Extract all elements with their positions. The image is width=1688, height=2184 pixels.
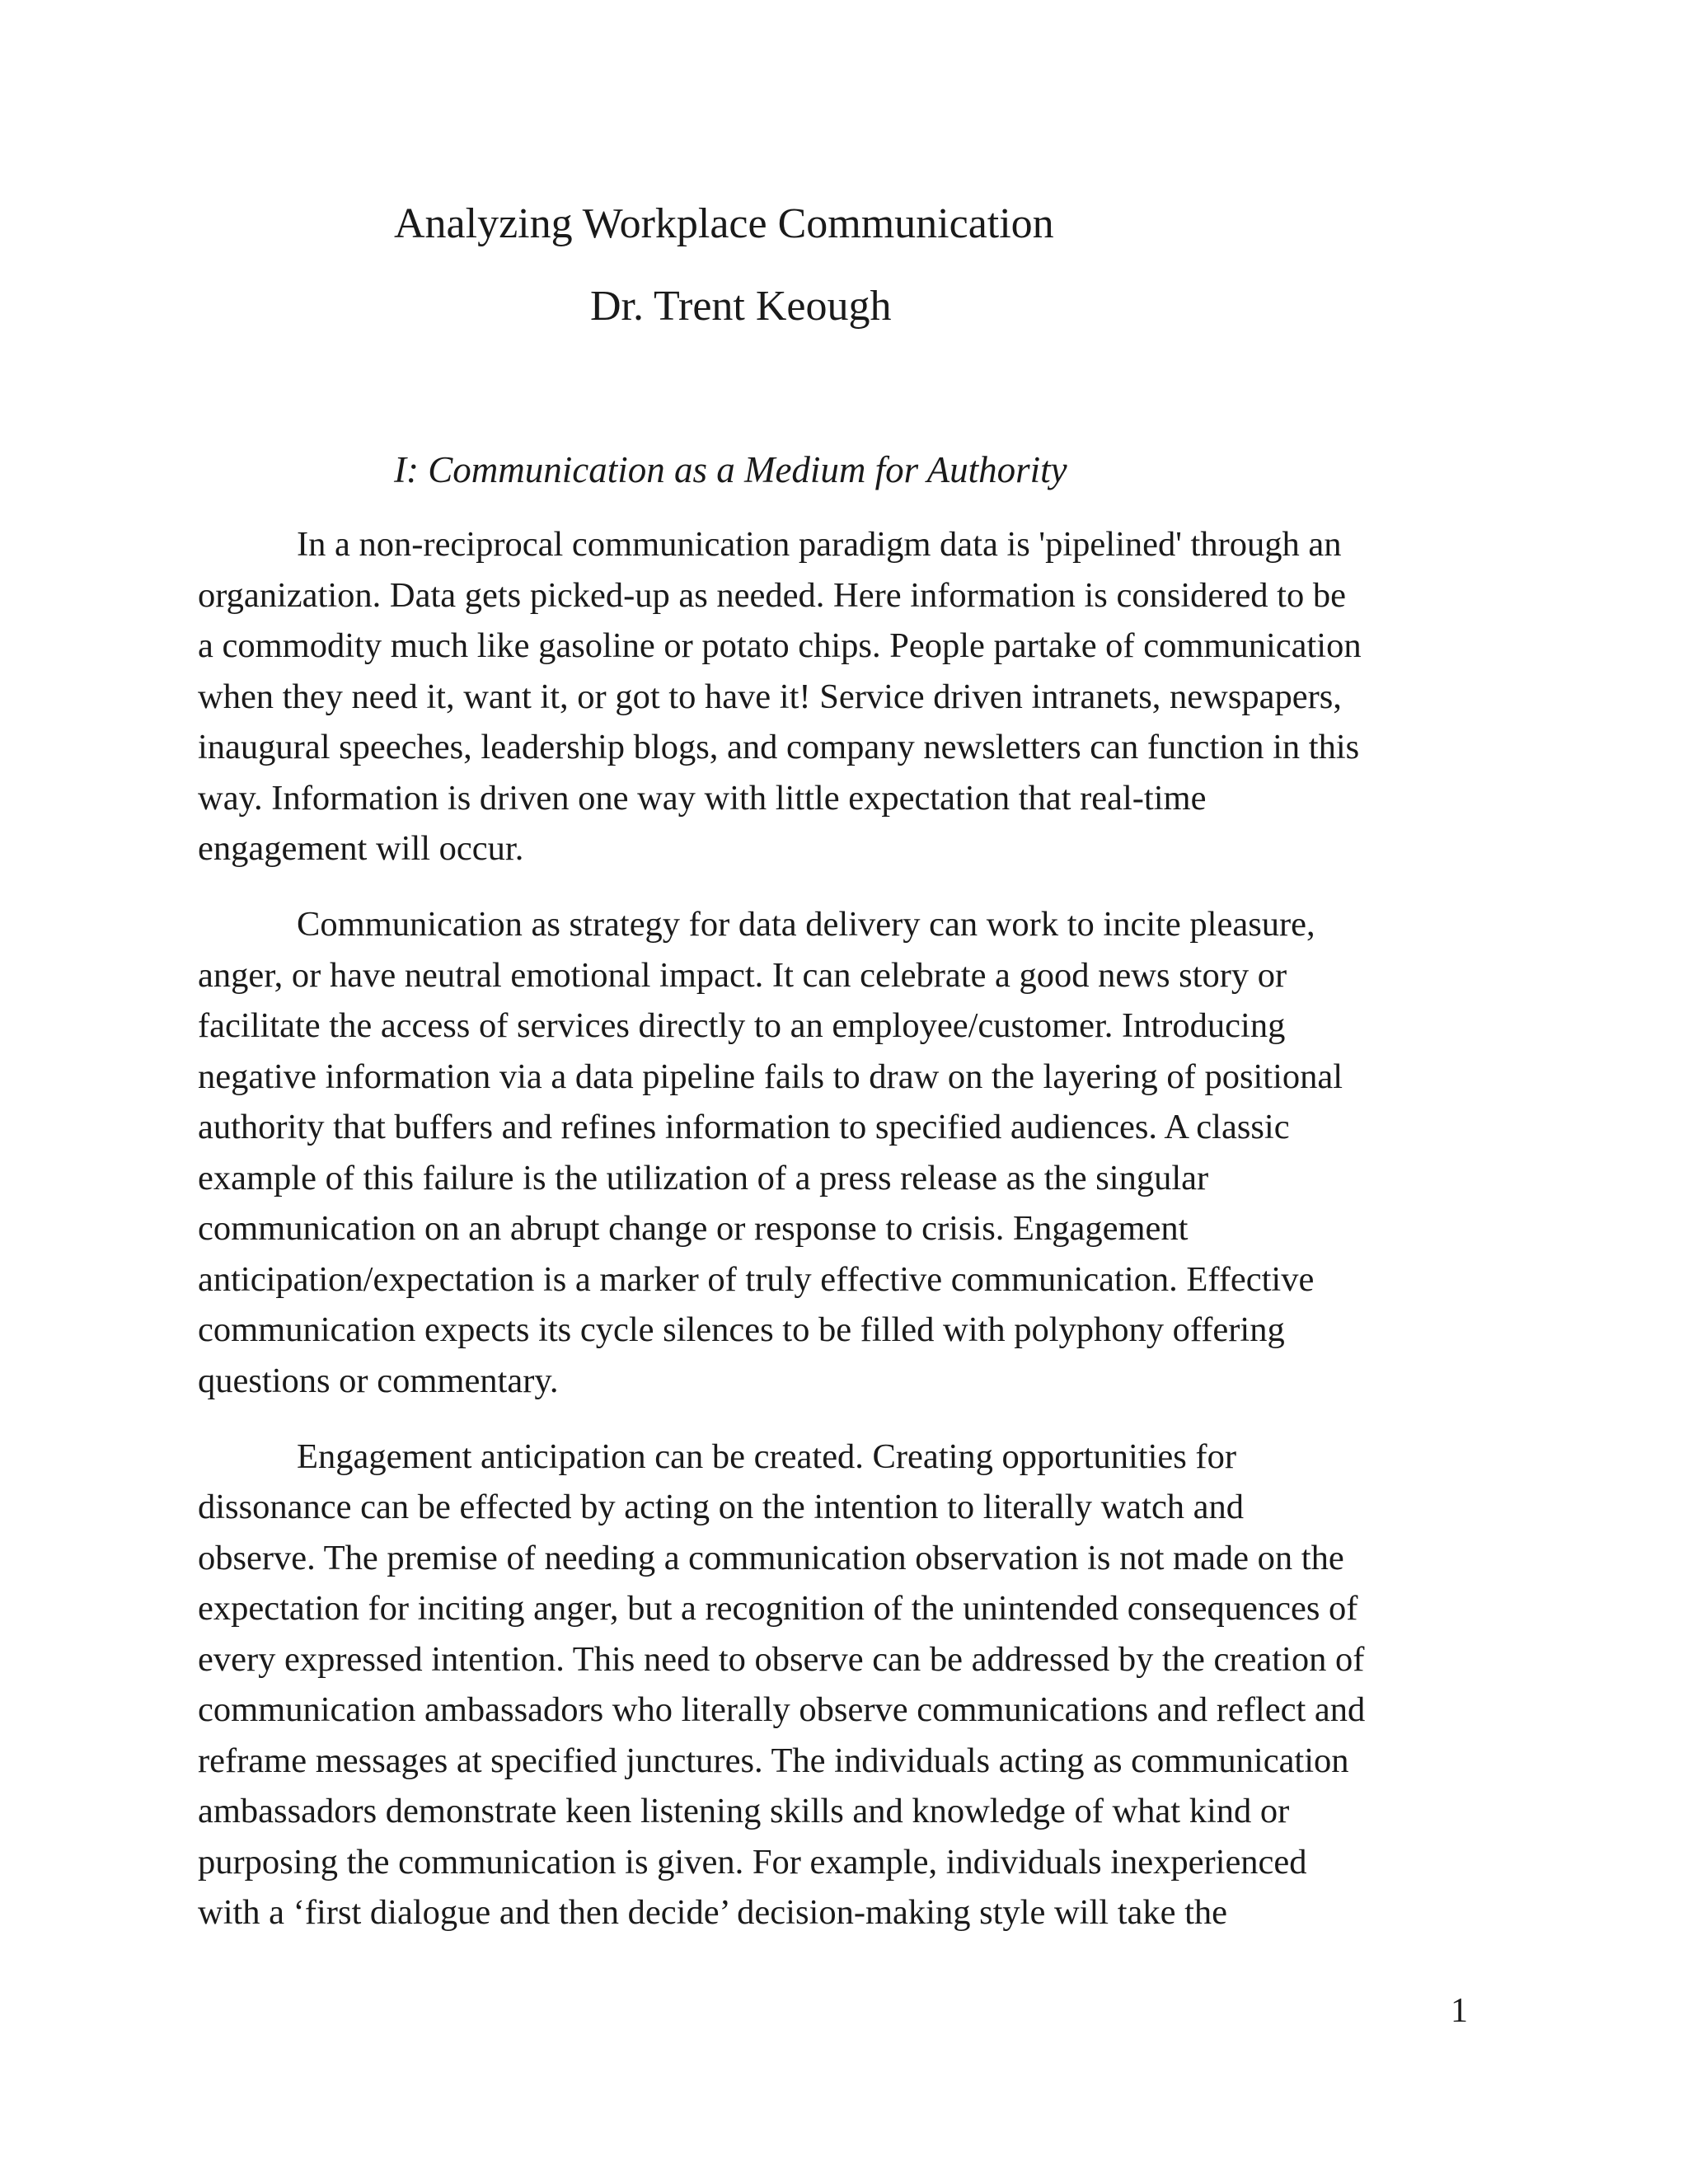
- paragraph-line: purposing the communication is given. For example, individuals inexperienced: [198, 1842, 1307, 1882]
- paragraph-line: In a non-reciprocal communication paradigm data is 'pipelined' through an: [297, 525, 1342, 564]
- paragraph-line: with a ‘first dialogue and then decide’ decision-making style will take the: [198, 1893, 1228, 1932]
- page-number: 1: [1451, 1992, 1468, 2030]
- paragraph-line: way. Information is driven one way with little expectation that real-time: [198, 778, 1207, 818]
- paragraph-1: [198, 519, 1500, 874]
- paragraph-line: questions or commentary.: [198, 1361, 559, 1400]
- document-author: Dr. Trent Keough: [590, 283, 892, 330]
- paragraph-line: expectation for inciting anger, but a recognition of the unintended consequences of: [198, 1589, 1358, 1628]
- paragraph-line: communication on an abrupt change or response to crisis. Engagement: [198, 1209, 1189, 1248]
- paragraph-line: inaugural speeches, leadership blogs, and company newsletters can function in this: [198, 728, 1360, 766]
- paragraph-line: a commodity much like gasoline or potato chips. People partake of communication: [198, 626, 1362, 665]
- paragraph-line: negative information via a data pipeline fails to draw on the layering of positional: [198, 1057, 1343, 1096]
- paragraph-3: [198, 1432, 1500, 1938]
- paragraph-line: anger, or have neutral emotional impact. It can celebrate a good news story or: [198, 955, 1287, 995]
- paragraph-line: engagement will occur.: [198, 829, 524, 868]
- paragraph-line: communication expects its cycle silences to be filled with polyphony offering: [198, 1310, 1285, 1349]
- paragraph-line: observe. The premise of needing a communication observation is not made on the: [198, 1538, 1344, 1577]
- paragraph-line: authority that buffers and refines information to specified audiences. A classic: [198, 1108, 1290, 1146]
- paragraph-line: facilitate the access of services directly to an employee/customer. Introducing: [198, 1006, 1286, 1045]
- paragraph-line: when they need it, want it, or got to have it! Service driven intranets, newspapers,: [198, 677, 1342, 716]
- paragraph-2: [198, 899, 1500, 1406]
- paragraph-line: Engagement anticipation can be created. Creating opportunities for: [297, 1436, 1236, 1476]
- document-title: Analyzing Workplace Communication: [394, 200, 1054, 247]
- paragraph-line: example of this failure is the utilization of a press release as the singular: [198, 1158, 1209, 1197]
- paragraph-line: every expressed intention. This need to observe can be addressed by the creation of: [198, 1639, 1365, 1679]
- paragraph-line: dissonance can be effected by acting on the intention to literally watch and: [198, 1488, 1245, 1526]
- paragraph-line: organization. Data gets picked-up as needed. Here information is considered to be: [198, 575, 1346, 615]
- paragraph-line: ambassadors demonstrate keen listening skills and knowledge of what kind or: [198, 1792, 1290, 1830]
- paragraph-line: communication ambassadors who literally observe communications and reflect and: [198, 1690, 1366, 1729]
- section-heading: I: Communication as a Medium for Authority: [394, 449, 1067, 490]
- body-text: [198, 519, 1500, 1963]
- paragraph-line: reframe messages at specified junctures. The individuals acting as communication: [198, 1741, 1349, 1780]
- paragraph-line: Communication as strategy for data delivery can work to incite pleasure,: [297, 905, 1315, 944]
- paragraph-line: anticipation/expectation is a marker of truly effective communication. Effective: [198, 1259, 1315, 1299]
